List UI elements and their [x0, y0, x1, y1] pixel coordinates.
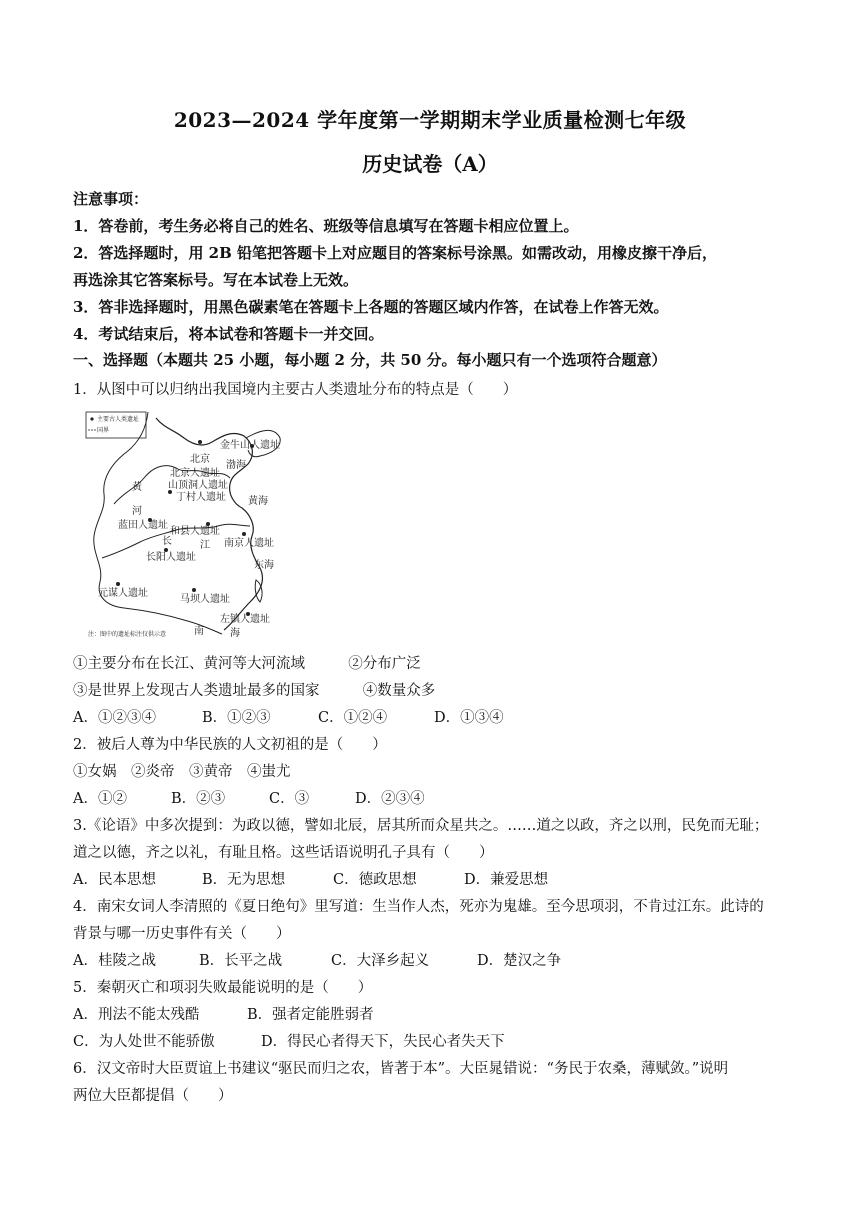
q1-stem: 1．从图中可以归纳出我国境内主要古人类遗址分布的特点是（ ）: [73, 382, 518, 398]
label-jiang: 江: [200, 540, 210, 551]
site-dot-beijing: [198, 440, 202, 444]
section-heading: 一、选择题（本题共 25 小题，每小题 2 分，共 50 分。每小题只有一个选项符合题意）: [73, 351, 667, 369]
label-shandingdong: 山顶洞人遗址: [168, 480, 228, 491]
label-yuanmou: 元谋人遗址: [98, 588, 148, 599]
q3-stem-line2: 道之以德，齐之以礼，有耻且格。这些话语说明孔子具有（ ）: [73, 845, 494, 861]
q3-options: [73, 868, 548, 889]
label-nanjing: 南京人遗址: [224, 538, 274, 549]
note-item-2-cont: 再选涂其它答案标号。写在本试卷上无效。: [73, 271, 359, 289]
q5-option-d[interactable]: D．得民心者得天下，失民心者失天下: [261, 1034, 505, 1050]
q5-options-row2: [73, 1030, 505, 1051]
note-item-4: 4．考试结束后，将本试卷和答题卡一并交回。: [73, 325, 384, 343]
q4-options: [73, 949, 561, 970]
q2-options: [73, 787, 425, 808]
q5-stem: 5．秦朝灭亡和项羽失败最能说明的是（ ）: [73, 980, 373, 996]
q4-stem-line2: 背景与哪一历史事件有关（ ）: [73, 926, 291, 942]
label-huanghai: 黄海: [248, 496, 268, 507]
q2-option-d[interactable]: D．②③④: [355, 791, 425, 807]
label-dingcun: 丁村人遗址: [176, 492, 226, 503]
q1-statement-1: ①主要分布在长江、黄河等大河流域: [73, 656, 305, 672]
q1-statement-3: ③是世界上发现古人类遗址最多的国家: [73, 683, 320, 699]
q1-statements-row2: [73, 679, 435, 700]
label-hai: 海: [230, 628, 240, 639]
exam-subtitle: 历史试卷（A）: [362, 152, 498, 176]
label-chang: 长: [162, 536, 172, 547]
label-hexian: 和县人遗址: [170, 526, 220, 537]
q4-option-b[interactable]: B．长平之战: [199, 953, 283, 969]
legend-site-dot: [90, 417, 93, 420]
q1-option-a[interactable]: A．①②③④: [73, 710, 156, 726]
q3-option-b[interactable]: B．无为思想: [202, 872, 286, 888]
site-dot-maba: [192, 588, 196, 592]
q5-option-b[interactable]: B．强者定能胜弱者: [247, 1007, 374, 1023]
q1-option-c[interactable]: C．①②④: [318, 710, 388, 726]
q4-option-a[interactable]: A．桂陵之战: [73, 953, 156, 969]
legend-border-label: 国界: [97, 427, 110, 434]
notes-heading: 注意事项：: [73, 190, 149, 208]
label-zuozhen: 左镇人遗址: [220, 614, 270, 625]
site-dot-nanjing: [242, 532, 246, 536]
q3-option-c[interactable]: C．德政思想: [333, 872, 417, 888]
label-nan: 南: [194, 626, 204, 637]
label-donghai: 东海: [254, 560, 274, 571]
label-jinniushan: 金牛山人遗址: [220, 440, 280, 451]
q2-stem: 2．被后人尊为中华民族的人文初祖的是（ ）: [73, 737, 387, 753]
label-maba: 马坝人遗址: [180, 594, 230, 605]
label-beijingren: 北京人遗址: [170, 468, 220, 479]
q1-option-b[interactable]: B．①②③: [202, 710, 271, 726]
label-he: 河: [132, 506, 142, 517]
q1-statements-row1: [73, 652, 421, 673]
label-lantian: 蓝田人遗址: [118, 520, 168, 531]
q5-option-c[interactable]: C．为人处世不能骄傲: [73, 1034, 215, 1050]
label-beijing: 北京: [190, 454, 210, 465]
legend-site-label: 主要古人类遗址: [97, 416, 140, 423]
q1-statement-4: ④数量众多: [362, 683, 436, 699]
q1-option-d[interactable]: D．①③④: [434, 710, 504, 726]
map-footnote: 注：图中的遗址标注仅供示意: [88, 631, 167, 638]
q3-option-a[interactable]: A．民本思想: [73, 872, 156, 888]
q1-statement-2: ②分布广泛: [348, 656, 421, 672]
q3-option-d[interactable]: D．兼爱思想: [464, 872, 549, 888]
q2-option-b[interactable]: B．②③: [171, 791, 226, 807]
q6-stem-line2: 两位大臣都提倡（ ）: [73, 1088, 233, 1104]
q4-option-c[interactable]: C．大泽乡起义: [331, 953, 430, 969]
label-huang: 黄: [132, 482, 142, 493]
ancient-sites-map: [84, 408, 284, 640]
site-dot-yuanmou: [116, 582, 120, 586]
note-item-3: 3．答非选择题时，用黑色碳素笔在答题卡上各题的答题区域内作答，在试卷上作答无效。: [73, 298, 669, 316]
note-item-1: 1．答卷前，考生务必将自己的姓名、班级等信息填写在答题卡相应位置上。: [73, 217, 579, 235]
note-item-2: 2．答选择题时，用 2B 铅笔把答题卡上对应题目的答案标号涂黑。如需改动，用橡皮擦干净后，: [73, 244, 718, 262]
exam-title: 2023—2024 学年度第一学期期末学业质量检测七年级: [173, 108, 687, 132]
q5-option-a[interactable]: A．刑法不能太残酷: [73, 1007, 200, 1023]
q1-options: [73, 706, 504, 727]
q5-options-row1: [73, 1003, 374, 1024]
q6-stem-line1: 6．汉文帝时大臣贾谊上书建议“驱民而归之农，皆著于本”。大臣晁错说：“务民于农桑，薄赋敛。”说明: [73, 1061, 729, 1077]
q4-option-d[interactable]: D．楚汉之争: [477, 953, 562, 969]
q2-option-a[interactable]: A．①②: [73, 791, 127, 807]
label-changyang: 长阳人遗址: [146, 552, 196, 563]
q4-stem-line1: 4．南宋女词人李清照的《夏日绝句》里写道：生当作人杰，死亦为鬼雄。至今思项羽，不肯过江东。此诗的: [73, 899, 764, 915]
q2-option-c[interactable]: C．③: [269, 791, 310, 807]
q2-statements: ①女娲 ②炎帝 ③黄帝 ④蚩尤: [73, 764, 291, 780]
q3-stem-line1: 3.《论语》中多次提到：为政以德，譬如北辰，居其所而众星共之。……道之以政，齐之以刑，民免而无耻；: [73, 818, 769, 834]
label-bohai: 渤海: [226, 460, 246, 471]
